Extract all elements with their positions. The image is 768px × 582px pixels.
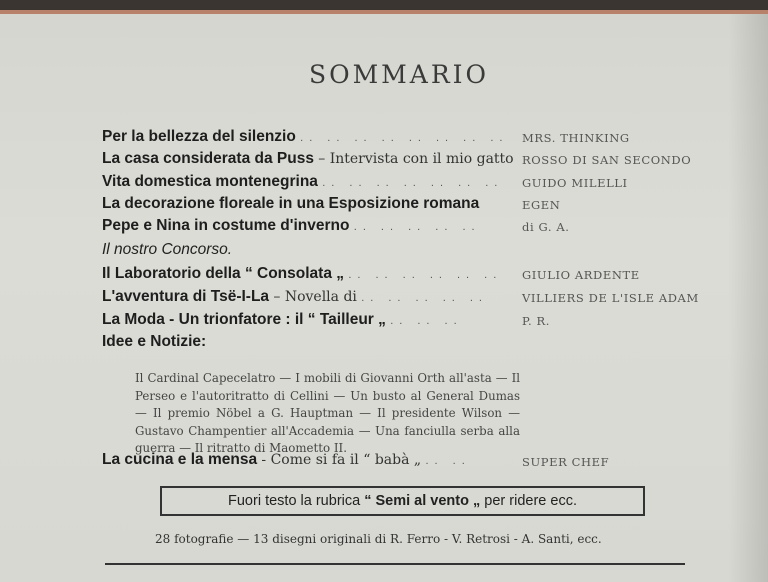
toc-entry — [102, 333, 206, 351]
entry-title: La Moda - Un trionfatore : il “ Tailleur „ — [102, 311, 386, 328]
insert-notice-box — [160, 486, 645, 516]
page-curl-shadow — [728, 14, 768, 582]
toc-entry-cucina — [102, 451, 471, 469]
bottom-rule — [105, 563, 685, 565]
leader-dots: .. .. .. .. .. — [353, 221, 481, 233]
entry-author: P. R. — [522, 314, 551, 328]
entry-author: GUIDO MILELLI — [522, 176, 628, 190]
leader-dots: .. .. .. .. .. .. .. .. — [300, 132, 509, 144]
credits-footer: 28 fotografie — 13 disegni originali di R. Ferro - V. Retrosi - A. Santi, ecc. — [155, 532, 602, 546]
toc-entry — [102, 128, 508, 146]
entry-title: L'avventura di Tsë-I-La — [102, 288, 270, 305]
entry-title: Per la bellezza del silenzio — [102, 128, 296, 145]
entry-title: Pepe e Nina in costume d'inverno — [102, 217, 350, 234]
entry-author: di G. A. — [522, 220, 570, 234]
leader-dots: .. .. .. .. .. — [361, 292, 488, 304]
entry-subtitle: - Come si fa il “ babà „ — [261, 452, 422, 468]
entry-author: ROSSO DI SAN SECONDO — [522, 153, 692, 167]
entry-author: MRS. THINKING — [522, 131, 630, 145]
toc-entry — [102, 195, 479, 213]
entry-author: SUPER CHEF — [522, 455, 610, 469]
entry-title: Il Laboratorio della “ Consolata „ — [102, 265, 345, 282]
leader-dots: .. .. .. — [390, 315, 463, 327]
leader-dots: .. .. — [425, 455, 471, 467]
entry-author: VILLIERS DE L'ISLE ADAM — [522, 291, 699, 305]
entry-title: Il nostro Concorso. — [102, 241, 233, 258]
entry-title: La decorazione floreale in una Esposizione romana — [102, 195, 480, 212]
toc-entry — [102, 241, 232, 259]
page-title: SOMMARIO — [308, 60, 490, 89]
entry-subtitle: – Intervista con il mio gatto — [318, 151, 514, 167]
entry-author: GIULIO ARDENTE — [522, 268, 640, 282]
entry-title: Idee e Notizie: — [102, 333, 207, 350]
toc-entry — [102, 265, 502, 283]
box-text-pre: Fuori testo la rubrica — [228, 493, 361, 509]
leader-dots: .. .. .. .. .. .. .. — [322, 177, 504, 189]
toc-entry — [102, 217, 481, 235]
toc-entry — [102, 311, 463, 329]
entry-title: La cucina e la mensa — [102, 451, 258, 468]
notizie-paragraph: Il Cardinal Capecelatro — I mobili di Giovanni Orth all'asta — Il Perseo e l'autoritratto di Cellini — Un busto al General Dumas — Il premio Nöbel a G. Hauptman — Il presidente Wilson — Gustavo Champentier all'Accademia — Una fanciulla serba alla guerra — Il ritratto di Maometto II. — [135, 371, 520, 456]
entry-title: Vita domestica montenegrina — [102, 173, 318, 190]
toc-entry — [102, 288, 488, 306]
leader-dots: .. .. .. .. .. .. — [348, 269, 503, 281]
entry-subtitle: – Novella di — [273, 289, 357, 305]
entry-title: La casa considerata da Puss — [102, 150, 314, 167]
toc-entry — [102, 173, 503, 191]
toc-entry — [102, 150, 514, 168]
entry-author: EGEN — [522, 198, 561, 212]
box-text-bold: “ Semi al vento „ — [364, 493, 481, 509]
box-text-post: per ridere ecc. — [484, 493, 577, 509]
